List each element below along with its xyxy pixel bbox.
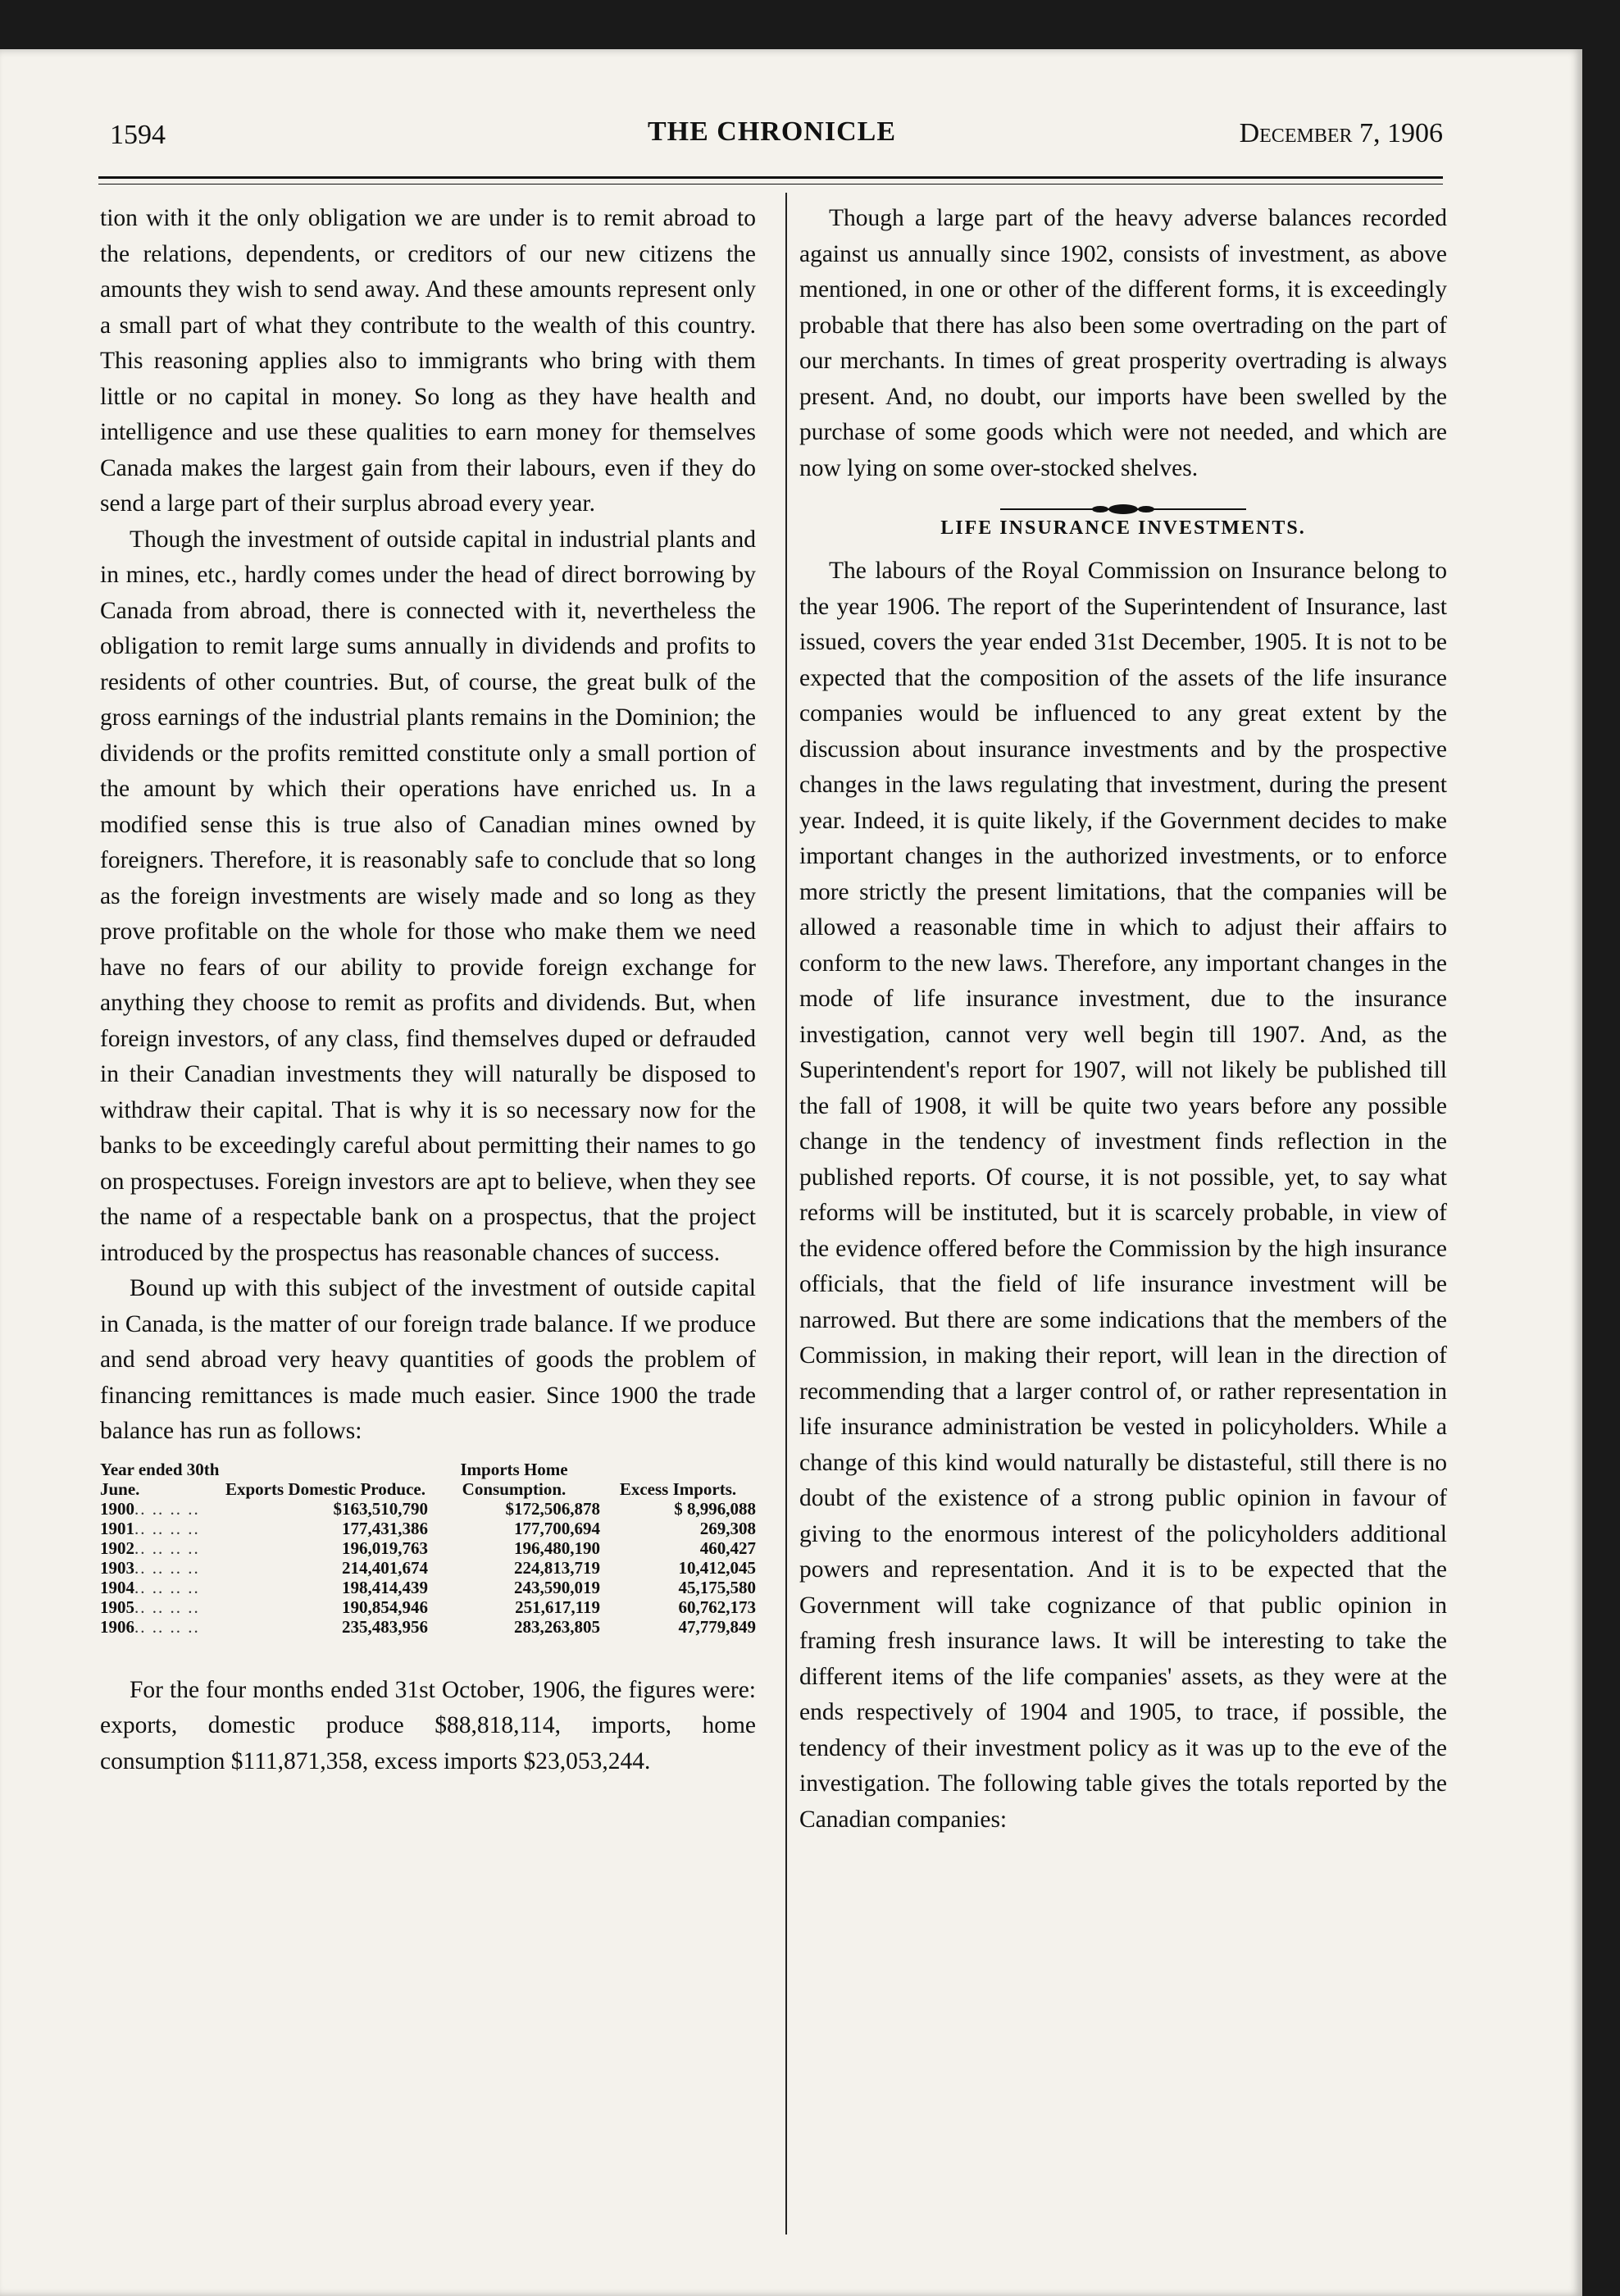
imports-cell: 243,590,019 [514, 1577, 600, 1597]
right-paragraph: The labours of the Royal Commission on Insurance belong to the year 1906. The report of the Superintendent of Insurance, last issued, covers the year ended 31st December, 1905. It is not to be expected that the composition of the assets of the life insurance companies would be influenced to any great extent by the discussion about insurance investments and by the prospective changes in the laws regulating that investment, during the present year. Indeed, it is quite likely, if the Government decides to make important changes in the authorized investments, or to enforce more strictly the present limitations, that the companies will be allowed a reasonable time in which to adjust their affairs to conform to the new laws. Therefore, any important changes in the mode of life insurance investment, due to the insurance investigation, cannot very well begin till 1907. And, as the Superintendent's report for 1907, will not likely be published till the fall of 1908, it will be quite two years before any possible change in the tendency of investment finds reflection in the published reports. Of course, it is not possible, yet, to say what reforms will be instituted, but it is scarcely probable, in view of the evidence offered before the Commission by the high insurance officials, that the field of life insurance investment will be narrowed. But there are some indications that the members of the Commission, in making their report, will lean in the direction of recommending that a larger control of, or rather representation in life insurance administration be vested in policyholders. While a change of this kind would naturally be distasteful, still there is no doubt of the existence of a strong public opinion in favour of giving to the enormous interest of the policyholders additional powers and representation. And it is to be expected that the Government will take cognizance of that public opinion in framing fresh insurance laws. It will be interesting to take the different items of the life companies' assets, as they were at the ends respectively of 1904 and 1905, to trace, if possible, the tendency of their investment policy as it was up to the eve of the investigation. The following table gives the totals reported by the Canadian companies: [799, 558, 1447, 1833]
leader-dots: .. .. .. .. [134, 1557, 200, 1578]
right-column [799, 201, 1447, 1838]
left-paragraph: Though the investment of outside capital in industrial plants and in mines, etc., hardly comes under the head of direct borrowing by Canada from abroad, there is connected with it, nevertheless the obligation to remit large sums annually in dividends and profits to residents of other countries. But, of course, the great bulk of the gross earnings of the industrial plants remains in the Dominion; the dividends or the profits remitted constitute only a small portion of the amount by which their operations have enriched us. In a modified sense this is true also of Canadian mines owned by foreigners. Therefore, it is reasonably safe to conclude that so long as the foreign investments are wisely made and so long as they prove profitable on the whole for those who make them we need have no fears of our ability to provide foreign exchange for anything they choose to remit as profits and dividends. But, when foreign investors, of any class, find themselves duped or defrauded in their Canadian investments they will naturally be disposed to withdraw their capital. That is why it is so necessary now for the banks to be exceedingly careful about permitting their names to go on prospectuses. Foreign investors are apt to believe, when they see the name of a respectable bank on a prospectus, that the project introduced by the prospectus has reasonable chances of success. [100, 526, 756, 1266]
column-header-exports: Exports Domestic Produce. [225, 1478, 425, 1499]
exports-cell: 214,401,674 [342, 1557, 428, 1578]
column-header-year: Year ended 30th June. [100, 1459, 220, 1499]
page-header [98, 115, 1443, 164]
year-cell: 1901 [100, 1518, 134, 1538]
excess-cell: 460,427 [699, 1538, 756, 1558]
exports-cell: 190,854,946 [342, 1597, 428, 1617]
table-row [100, 1538, 756, 1558]
imports-cell: 196,480,190 [514, 1538, 600, 1558]
section-heading: LIFE INSURANCE INVESTMENTS. [940, 517, 1306, 539]
trade-balance-table [100, 1460, 756, 1637]
year-cell: 1905 [100, 1597, 134, 1617]
excess-cell: 269,308 [699, 1518, 756, 1538]
header-rule [98, 176, 1443, 184]
table-row [100, 1558, 756, 1578]
table-row [100, 1578, 756, 1597]
leader-dots: .. .. .. .. [134, 1498, 200, 1519]
table-row [100, 1519, 756, 1538]
table-row [100, 1617, 756, 1637]
exports-cell: 235,483,956 [342, 1616, 428, 1637]
exports-cell: 177,431,386 [342, 1518, 428, 1538]
leader-dots: .. .. .. .. [134, 1597, 200, 1617]
imports-cell: 224,813,719 [514, 1557, 600, 1578]
exports-cell: 196,019,763 [342, 1538, 428, 1558]
leader-dots: .. .. .. .. [134, 1518, 200, 1538]
year-cell: 1900 [100, 1498, 134, 1519]
left-column [100, 201, 756, 1779]
excess-cell: 47,779,849 [678, 1616, 756, 1637]
newspaper-page [0, 49, 1582, 2296]
excess-cell: 60,762,173 [678, 1597, 756, 1617]
closing-paragraph: For the four months ended 31st October, 1906, the figures were: exports, domestic produce $88,818,114, imports, home consumption $111,871,358, excess imports $23,053,244. [100, 1676, 756, 1774]
column-divider [785, 193, 787, 2234]
section-ornament [799, 493, 1447, 511]
exports-cell: 198,414,439 [342, 1577, 428, 1597]
imports-cell: $172,506,878 [505, 1498, 600, 1519]
leader-dots: .. .. .. .. [134, 1577, 200, 1597]
left-paragraph: Bound up with this subject of the investment of outside capital in Canada, is the matter of our foreign trade balance. If we produce and send abroad very heavy quantities of goods the problem of financing remittances is made much easier. Since 1900 the trade balance has run as follows: [100, 1275, 756, 1444]
excess-cell: 10,412,045 [678, 1557, 756, 1578]
imports-cell: 251,617,119 [515, 1597, 600, 1617]
imports-cell: 177,700,694 [514, 1518, 600, 1538]
issue-date: December 7, 1906 [1239, 118, 1443, 148]
left-paragraph: tion with it the only obligation we are under is to remit abroad to the relations, dependents, or creditors of our new citizens the amounts they wish to send away. And these amounts represent only a small part of what they contribute to the wealth of this country. This reasoning applies also to immigrants who bring with them little or no capital in money. So long as they have health and intelligence and use these qualities to earn money for themselves Canada makes the largest gain from their labours, even if they do send a large part of their surplus abroad every year. [100, 205, 756, 517]
leader-dots: .. .. .. .. [134, 1538, 200, 1558]
publication-title: THE CHRONICLE [648, 116, 896, 147]
table-header-row [100, 1460, 756, 1499]
year-cell: 1903 [100, 1557, 134, 1578]
column-header-imports: Imports Home Consumption. [460, 1459, 568, 1499]
year-cell: 1904 [100, 1577, 134, 1597]
excess-cell: 45,175,580 [678, 1577, 756, 1597]
table-row [100, 1499, 756, 1519]
table-row [100, 1597, 756, 1617]
page-number: 1594 [110, 120, 166, 150]
imports-cell: 283,263,805 [514, 1616, 600, 1637]
excess-cell: $ 8,996,088 [674, 1498, 756, 1519]
year-cell: 1906 [100, 1616, 134, 1637]
exports-cell: $163,510,790 [333, 1498, 428, 1519]
right-paragraph: Though a large part of the heavy adverse balances recorded against us annually since 1902, consists of investment, as above mentioned, in one or other of the different forms, it is exceedingly probable that there has also been some overtrading on the part of our merchants. In times of great prosperity overtrading is always present. And, no doubt, our imports have been swelled by the purchase of some goods which were not needed, and which are now lying on some over-stocked shelves. [799, 205, 1447, 481]
leader-dots: .. .. .. .. [134, 1616, 200, 1637]
year-cell: 1902 [100, 1538, 134, 1558]
column-header-excess: Excess Imports. [619, 1478, 737, 1499]
